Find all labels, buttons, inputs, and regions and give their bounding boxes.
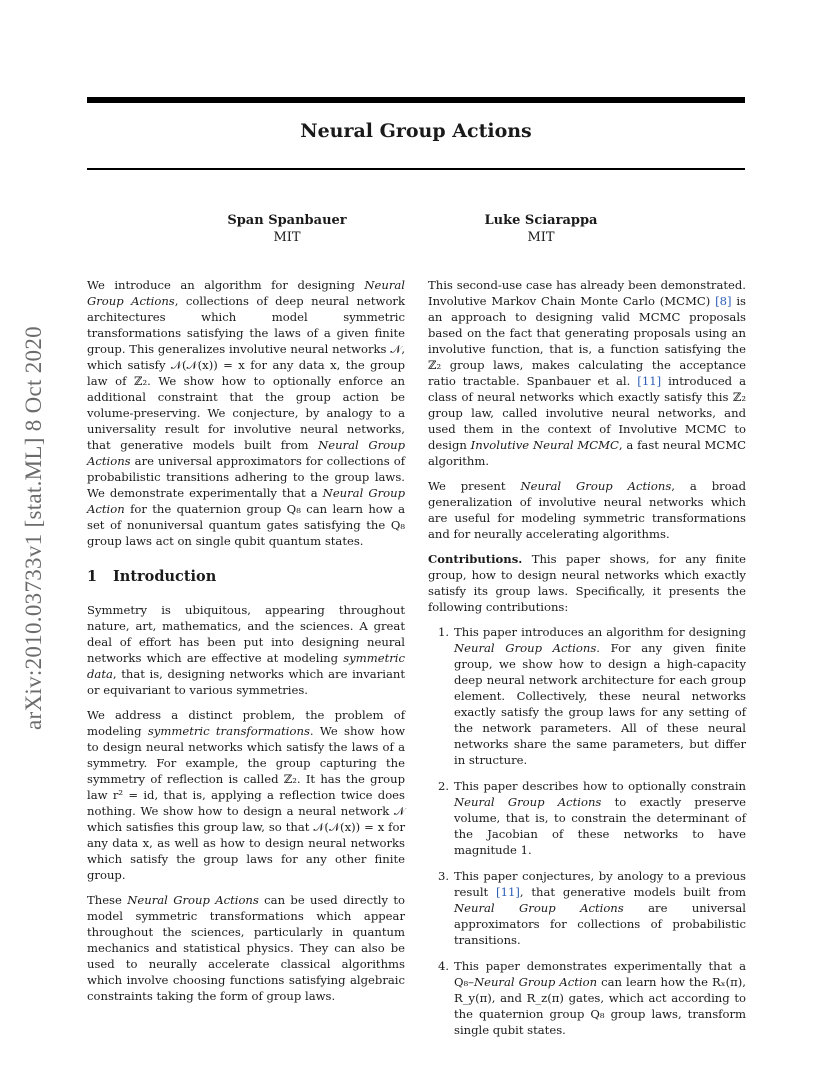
item-number: 1. bbox=[438, 625, 450, 639]
body-paragraph bbox=[428, 277, 746, 469]
text-run: . For any given finite group, we show how to design a high-capacity deep neural network architecture for each group element. Collectively, these neural networks exactly satisfy the group laws for any setting of the network parameters. All of these neural networks share the same parameters, but differ in structure. bbox=[454, 641, 746, 767]
emphasis-text: Neural Group Action bbox=[473, 975, 598, 989]
text-run: are universal approximators for collections of probabilistic transitions adhering to the group laws. We demonstrate experimentally that a bbox=[87, 454, 405, 500]
text-run: We address a distinct problem, the problem of modeling bbox=[87, 708, 405, 738]
emphasis-text: Neural Group Actions bbox=[127, 893, 259, 907]
contribution-item bbox=[428, 958, 746, 1038]
emphasis-text: Neural Group Actions bbox=[454, 641, 597, 655]
title-top-rule bbox=[87, 97, 745, 103]
title-bottom-rule bbox=[87, 168, 745, 170]
author-block bbox=[177, 212, 397, 246]
text-run: is an approach to designing valid MCMC proposals based on the fact that generating proposals using an involutive function, that is, a function satisfying the ℤ₂ group laws, makes calculating the acceptance ratio tractable. Spanbauer et al. bbox=[428, 294, 747, 388]
text-run: We present bbox=[428, 479, 521, 493]
intro-paragraph bbox=[87, 602, 405, 698]
text-run: , that is, designing networks which are invariant or equivariant to various symmetries. bbox=[87, 667, 405, 697]
text-run: to exactly preserve volume, that is, to constrain the determinant of the Jacobian of these networks to have magnitude 1. bbox=[454, 795, 746, 857]
contribution-item bbox=[428, 624, 746, 768]
emphasis-text: Neural Group Action bbox=[87, 486, 406, 516]
emphasis-text: Neural Group Actions bbox=[87, 278, 405, 308]
section-heading bbox=[87, 569, 405, 585]
text-run: This paper describes how to optionally constrain bbox=[454, 779, 746, 793]
body-paragraph bbox=[428, 478, 746, 542]
citation-link[interactable]: [8] bbox=[715, 294, 732, 308]
text-run: Symmetry is ubiquitous, appearing throughout nature, art, mathematics, and the sciences. A great deal of effort has been put into designing neural networks which are effective at modeling bbox=[87, 603, 405, 665]
text-run: . We show how to design neural networks which satisfy the laws of a symmetry. For example, the group capturing the symmetry of reflection is called ℤ₂. It has the group law r² = id, that is, applying a reflection twice does nothing. We show how to design a neural network 𝒩 which satisfies this group law, so that 𝒩(𝒩(x)) = x for any data x, as well as how to design neural networks which satisfy the group laws for any other finite group. bbox=[87, 724, 406, 882]
text-run: This paper introduces an algorithm for designing bbox=[454, 625, 746, 639]
citation-link[interactable]: [11] bbox=[496, 885, 520, 899]
text-run: for the quaternion group Q₈ can learn how a set of nonuniversal quantum gates satisfying the Q₈ group laws act on single qubit quantum states. bbox=[87, 502, 405, 548]
item-number: 4. bbox=[438, 959, 450, 973]
emphasis-text: Neural Group Actions bbox=[87, 438, 405, 468]
item-number: 3. bbox=[438, 869, 450, 883]
section-title: Introduction bbox=[113, 568, 217, 585]
author-affiliation: MIT bbox=[273, 230, 301, 245]
text-run: introduced a class of neural networks which exactly satisfy this ℤ₂ group law, called involutive neural networks, and used them in the context of Involutive MCMC to design bbox=[428, 374, 746, 452]
abstract bbox=[87, 277, 405, 549]
text-run: are universal approximators for collections of probabilistic transitions. bbox=[454, 901, 746, 947]
item-text bbox=[454, 625, 746, 767]
intro-paragraph bbox=[87, 707, 405, 883]
contribution-item bbox=[428, 868, 746, 948]
text-run: This second-use case has already been demonstrated. Involutive Markov Chain Monte Carlo (MCMC) bbox=[428, 278, 746, 308]
intro-paragraph bbox=[87, 892, 405, 1004]
text-run: can be used directly to model symmetric transformations which appear throughout the sciences, particularly in quantum mechanics and statistical physics. They can also be used to neurally accelerate classical algorithms which involve choosing functions satisfying algebraic constraints taking the form of group laws. bbox=[87, 893, 405, 1003]
item-text bbox=[454, 959, 746, 1037]
emphasis-text: Neural Group Actions bbox=[454, 795, 602, 809]
item-text bbox=[454, 779, 746, 857]
contributions-list bbox=[428, 624, 746, 1038]
text-run: , a fast neural MCMC algorithm. bbox=[428, 438, 746, 468]
contribution-item bbox=[428, 778, 746, 858]
text-run: This paper conjectures, by anology to a previous result bbox=[454, 869, 746, 899]
emphasis-text: Neural Group Actions bbox=[520, 479, 672, 493]
emphasis-text: Neural Group Actions bbox=[454, 901, 624, 915]
text-run: This paper demonstrates experimentally that a Q₈– bbox=[454, 959, 746, 989]
item-text bbox=[454, 869, 746, 947]
author-affiliation: MIT bbox=[527, 230, 555, 245]
text-run: , a broad generalization of involutive neural networks which are useful for modeling symmetric transformations and for neurally accelerating algorithms. bbox=[428, 479, 747, 541]
author-name: Luke Sciarappa bbox=[484, 213, 598, 228]
left-column bbox=[87, 277, 405, 1013]
text-run: This paper shows, for any finite group, how to design neural networks which exactly satisfy its group laws. Specifically, it presents the following contributions: bbox=[428, 552, 746, 614]
emphasis-text: symmetric data bbox=[87, 651, 405, 681]
contributions-paragraph bbox=[428, 551, 746, 615]
author-name: Span Spanbauer bbox=[227, 213, 347, 228]
bold-text: Contributions. bbox=[428, 552, 523, 566]
arxiv-identifier: arXiv:2010.03733v1 [stat.ML] 8 Oct 2020 bbox=[21, 326, 46, 730]
section-number: 1 bbox=[87, 568, 98, 585]
right-column bbox=[428, 277, 746, 1048]
citation-link[interactable]: [11] bbox=[637, 374, 662, 388]
text-run: We introduce an algorithm for designing bbox=[87, 278, 365, 292]
text-run: can learn how the Rₓ(π), R_y(π), and R_z(π) gates, which act according to the quaternion group Q₈ group laws, transform single qubit states. bbox=[454, 975, 746, 1037]
item-number: 2. bbox=[438, 779, 450, 793]
emphasis-text: Involutive Neural MCMC bbox=[470, 438, 619, 452]
paper-title: Neural Group Actions bbox=[300, 120, 532, 142]
author-block bbox=[431, 212, 651, 246]
text-run: , collections of deep neural network architectures which model symmetric transformations satisfying the laws of a given finite group. This generalizes involutive neural networks 𝒩, which satisfy 𝒩(𝒩(x)) = x for any data x, the group law of ℤ₂. We show how to optionally enforce an additional constraint that the group action be volume-preserving. We conjecture, by analogy to a universality result for involutive neural networks, that generative models built from bbox=[87, 294, 405, 452]
text-run: , that generative models built from bbox=[519, 885, 747, 899]
text-run: These bbox=[87, 893, 128, 907]
emphasis-text: symmetric transformations bbox=[147, 724, 310, 738]
